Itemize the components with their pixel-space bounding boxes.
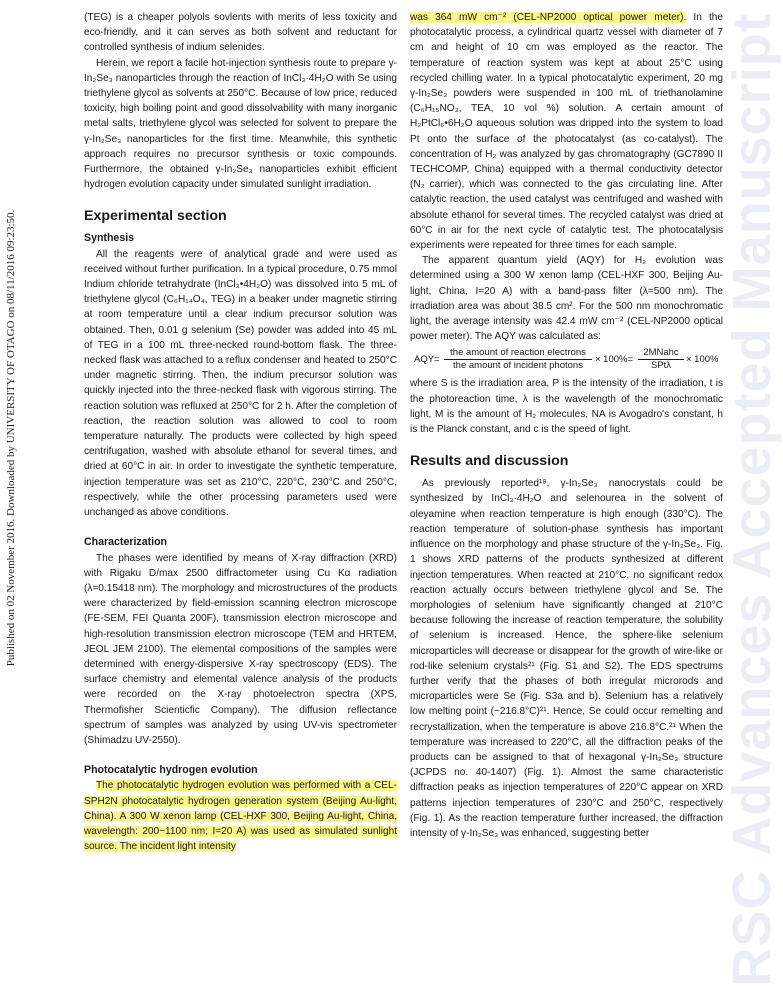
equation-fraction-1 bbox=[444, 347, 592, 372]
equation-fraction-1-denominator: the amount of incident photons bbox=[453, 360, 583, 372]
publication-sidebar bbox=[0, 0, 22, 876]
intro-paragraph: Herein, we report a facile hot-injection synthesis route to prepare γ-In₂Se₃ nanoparticles through the reaction of InCl₃·4H₂O with Se using triethylene glycol as solvents at 250°C. Because of low price, reduced toxicity, high boiling point and good dissolvability with many inorganic metal salts, triethylene glycol was selected for solvent to prepare the γ-In₂Se₃ nanoparticles for the first time. Meanwhile, this synthetic approach requires no precursor synthesis or toxic compounds. Furthermore, the obtained γ-In₂Se₃ nanoparticles exhibit efficient hydrogen evolution capacity under simulated sunlight irradiation. bbox=[84, 57, 397, 191]
intro-continued-paragraph: (TEG) is a cheaper polyols sovlents with merits of less toxicity and eco-friendly, and it can serves as both solvent and reductant for controlled synthesis of indium selenides. bbox=[84, 12, 397, 54]
right-column bbox=[410, 10, 723, 841]
equation-lhs: AQY= bbox=[414, 354, 440, 366]
photocatalytic-highlighted-text: The photocatalytic hydrogen evolution was performed with a CEL-SPH2N photocatalytic hydrogen generation system (Beijing Au-light, China). A 300 W xenon lamp (CEL-HXF 300, Beijing Au-light, China, wavelength: 200−1100 nm; I=20 A) was used as simulated sunlight source. The incident light intensity bbox=[84, 780, 397, 853]
photocatalytic-continued-paragraph: In the photocatalytic process, a cylindrical quartz vessel with diameter of 7 cm and height of 10 cm was employed as the reactor. The temperature of reaction system was kept at about 25°C using recycled chilling water. In a typical photocatalytic experiment, 20 mg γ-In₂Se₃ powders were suspended in 100 mL of triethanolamine (C₆H₁₅NO₃, TEA, 10 vol %) solution. A certain amount of H₂PtCl₆•6H₂O aqueous solution was dripped into the system to load Pt onto the surface of the photocatalyst (as co-catalyst). The concentration of H₂ was analyzed by gas chromatography (GC7890 II TECHCOMP, China) equipped with a thermal conductivity detector (N₂ carrier), which was connected to the gas circulating line. After catalytic reaction, the used catalyst was centrifuged and washed with absolute ethanol for several times. The recycled catalyst was dried at 60°C in air for the next cycle of catalytic test. The photocatalysis experiments were repeated for three times for each sample. bbox=[410, 12, 723, 252]
photocatalytic-heading: Photocatalytic hydrogen evolution bbox=[84, 764, 258, 777]
left-column bbox=[84, 10, 397, 854]
results-paragraph: As previously reported¹⁸, γ-In₂Se₃ nanocrystals could be synthesized by InCl₃·4H₂O and selenourea in the solvent of oleyamine when reaction temperature is high enough (330°C). The reaction temperature of solution-phase synthesis has important influence on the morphology and phase structure of the γ-In₂Se₃. Fig. 1 shows XRD patterns of the products synthesized at different injection temperatures. When reacted at 210°C, no significant redox reaction actually occurs between triethylene glycol and Se. The morphologies of selenium have significantly changed at 210°C because following the increase of reaction temperature, the solubility of selenium is increased. Hence, the sphere-like selenium microparticles will decrease or disappear for the growth of wire-like or rod-like selenium crystals²¹ (Fig. S1 and S2). The EDS spectrums further verify that the phases of both irregular microrods and microparticles were Se (Fig. S3a and b). Selenium has a relatively low melting point (~216.8°C)²¹. Hence, Se could occur remelting and recrystallization, when the temperature is above 216.8°C.²¹ When the temperature was increased to 220°C, all the diffraction peaks of the products can be assigned to that of hexagonal γ-In₂Se₃ structure (JCPDS no. 40-1407) (Fig. 1). Almost the same characteristic diffraction peaks as injection temperatures of 220°C appear on XRD patterns injection temperatures of 230°C and 250°C, respectively (Fig. 1). As the reaction temperature further increased, the diffraction intensity of γ-In₂Se₃ was enhanced, suggesting better bbox=[410, 478, 723, 839]
equation-middle: × 100%= bbox=[595, 354, 634, 366]
publication-notice: Published on 02 November 2016. Downloaded by UNIVERSITY OF OTAGO on 08/11/2016 09:23:50. bbox=[5, 209, 17, 667]
equation-tail: × 100% bbox=[686, 354, 719, 366]
photocatalytic-continued-highlighted-text: was 364 mW cm⁻² (CEL-NP2000 optical power meter). bbox=[410, 12, 687, 23]
characterization-heading: Characterization bbox=[84, 536, 168, 549]
results-heading: Results and discussion bbox=[410, 453, 569, 470]
equation-fraction-2 bbox=[638, 347, 684, 372]
watermark-text: RSC Advances Accepted Manuscript bbox=[722, 13, 782, 987]
equation-fraction-2-numerator: 2MNahc bbox=[638, 347, 684, 360]
synthesis-heading: Synthesis bbox=[84, 232, 135, 245]
accepted-manuscript-watermark bbox=[722, 0, 782, 987]
equation-fraction-2-denominator: SPtλ bbox=[650, 360, 672, 372]
characterization-paragraph: The phases were identified by means of X-ray diffraction (XRD) with Rigaku D/max 2500 diffractometer using Cu Kα radiation (λ=0.15418 nm). The morphology and microstructures of the products were characterized by field-emission scanning electron microscope (FE-SEM, FEI Quanta 200F), transmission electron microscope and high-resolution transmission electron microscope (TEM and HRTEM, JEOL JEM 2100). The elemental compositions of the samples were determined with energy-dispersive X-ray spectroscopy (EDS). The surface chemistry and elemental valence analysis of the products were recorded on the X-ray photoelectron spectra (XPS, Thermofisher Scienticfic Company). The diffusion reflectance spectrum of samples was analyzed by using UV-vis spectrometer (Shimadzu UV-2550). bbox=[84, 552, 397, 746]
synthesis-paragraph: All the reagents were of analytical grade and were used as received without further purification. In a typical procedure, 0.75 mmol Indium chloride tetrahydrate (InCl₃•4H₂O) was dissolved into 5 mL of triethylene glycol (C₆H₁₄O₄, TEG) in a beaker under magnetic stirring at room temperature until a clear indium precursor solution was obtained. Then, 0.01 g selenium (Se) powder was added into 45 mL of TEG in a 100 mL three-necked round-bottom flask. The three-necked flask was attached to a reflux condenser and heated to 250°C under magnetic stirring. Then, the indium precursor solution was quickly injected into the three-necked flask with vigorous stirring. The reaction solution was refluxed at 250°C for 2 h. After the completion of reaction, the reaction solution was allowed to cool to room temperature naturally. The products were collected by high speed centrifugation, washed with absolute ethanol for several times, and dried at 60°C in air. In order to investigate the synthetic temperature, injection temperature was set as 210°C, 220°C, 230°C and 250°C, respectively, while the other processing parameters used were unchanged as above conditions. bbox=[84, 248, 397, 519]
where-paragraph: where S is the irradiation area, P is the intensity of the irradiation, t is the photoreaction time, λ is the wavelength of the monochromatic light, M is the amount of H₂ molecules, NA is Avogadro's constant, h is the Planck constant, and c is the speed of light. bbox=[410, 378, 723, 436]
aqy-paragraph: The apparent quantum yield (AQY) for H₂ evolution was determined using a 300 W xenon lamp (CEL-HXF 300, Beijing Au-light, China, I=20 A) with a band-pass filter (λ=500 nm). The irradiation area was about 38.5 cm². For the 500 nm monochromatic light, the average intensity was 42.4 mW cm⁻² (CEL-NP2000 optical power meter). The AQY was calculated as: bbox=[410, 255, 723, 343]
aqy-equation bbox=[410, 344, 723, 376]
experimental-section-heading: Experimental section bbox=[84, 208, 227, 225]
equation-fraction-1-numerator: the amount of reaction electrons bbox=[444, 347, 592, 360]
